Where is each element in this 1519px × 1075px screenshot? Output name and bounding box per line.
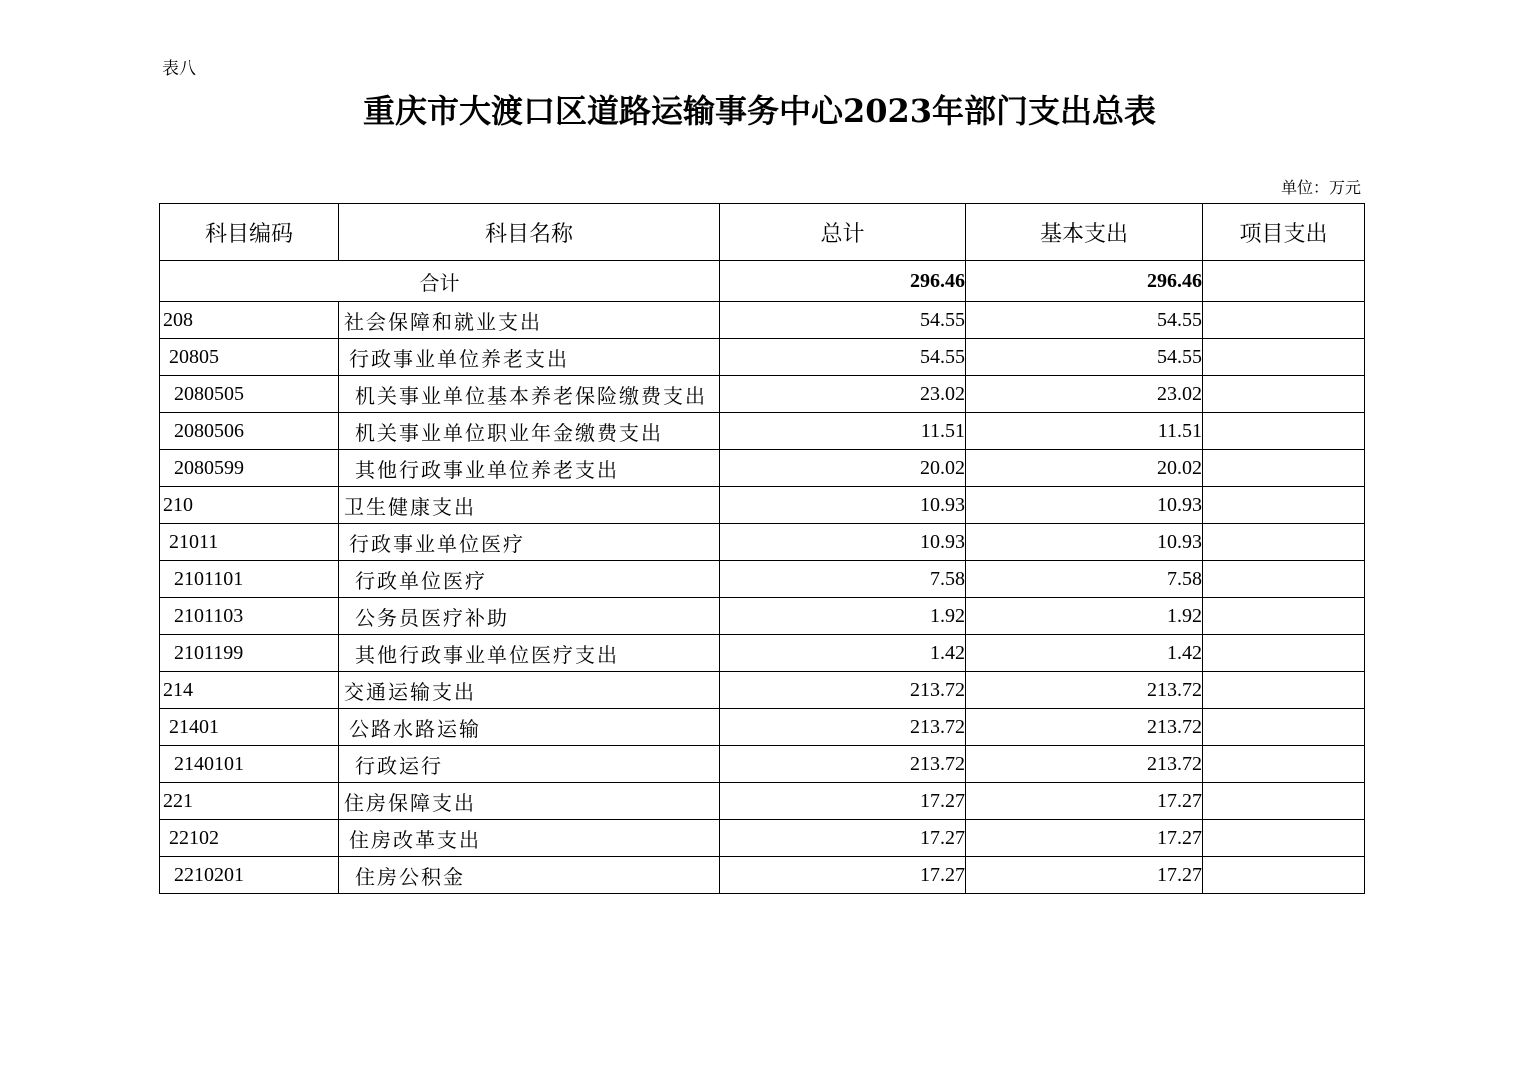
project-expenditure-cell: [1203, 524, 1365, 561]
subject-name-cell: 其他行政事业单位医疗支出: [339, 635, 720, 672]
subject-code-cell: 21011: [160, 524, 339, 561]
subject-code-cell: 2080505: [160, 376, 339, 413]
subject-code-cell: 20805: [160, 339, 339, 376]
table-row: [160, 820, 1365, 857]
basic-expenditure-cell: 23.02: [966, 376, 1203, 413]
subject-name-cell: 行政事业单位医疗: [339, 524, 720, 561]
basic-expenditure-cell: 213.72: [966, 746, 1203, 783]
subject-name-cell: 行政单位医疗: [339, 561, 720, 598]
subject-code-cell: 2140101: [160, 746, 339, 783]
page-title: 重庆市大渡口区道路运输事务中心2023年部门支出总表: [362, 92, 1157, 130]
project-expenditure-cell: [1203, 783, 1365, 820]
total-cell: 17.27: [720, 857, 966, 894]
table-row: [160, 302, 1365, 339]
table-header-row: [160, 204, 1365, 261]
header-basic-expenditure: 基本支出: [966, 204, 1203, 261]
total-cell: 10.93: [720, 524, 966, 561]
project-expenditure-cell: [1203, 598, 1365, 635]
subject-name-cell: 交通运输支出: [339, 672, 720, 709]
total-cell: 10.93: [720, 487, 966, 524]
basic-expenditure-cell: 213.72: [966, 709, 1203, 746]
total-project-amount: [1203, 261, 1365, 302]
basic-expenditure-cell: 17.27: [966, 783, 1203, 820]
total-cell: 213.72: [720, 709, 966, 746]
basic-expenditure-cell: 17.27: [966, 857, 1203, 894]
table-row: [160, 598, 1365, 635]
table-row: [160, 376, 1365, 413]
table-row: [160, 635, 1365, 672]
subject-code-cell: 2080506: [160, 413, 339, 450]
table-row: [160, 524, 1365, 561]
subject-code-cell: 22102: [160, 820, 339, 857]
subject-code-cell: 2101101: [160, 561, 339, 598]
subject-name-cell: 机关事业单位职业年金缴费支出: [339, 413, 720, 450]
header-subject-code: 科目编码: [160, 204, 339, 261]
total-cell: 54.55: [720, 339, 966, 376]
total-cell: 1.92: [720, 598, 966, 635]
subject-name-cell: 其他行政事业单位养老支出: [339, 450, 720, 487]
subject-code-cell: 210: [160, 487, 339, 524]
project-expenditure-cell: [1203, 561, 1365, 598]
total-basic-amount: 296.46: [966, 261, 1203, 302]
subject-name-cell: 社会保障和就业支出: [339, 302, 720, 339]
expenditure-table: [159, 203, 1365, 894]
table-row: [160, 450, 1365, 487]
project-expenditure-cell: [1203, 450, 1365, 487]
project-expenditure-cell: [1203, 635, 1365, 672]
project-expenditure-cell: [1203, 413, 1365, 450]
total-cell: 20.02: [720, 450, 966, 487]
header-project-expenditure: 项目支出: [1203, 204, 1365, 261]
subject-name-cell: 行政事业单位养老支出: [339, 339, 720, 376]
table-row: [160, 561, 1365, 598]
table-row: [160, 487, 1365, 524]
project-expenditure-cell: [1203, 709, 1365, 746]
total-cell: 7.58: [720, 561, 966, 598]
project-expenditure-cell: [1203, 746, 1365, 783]
project-expenditure-cell: [1203, 302, 1365, 339]
subject-code-cell: 208: [160, 302, 339, 339]
total-cell: 54.55: [720, 302, 966, 339]
total-cell: 1.42: [720, 635, 966, 672]
total-label: 合计: [160, 261, 720, 302]
total-cell: 23.02: [720, 376, 966, 413]
total-cell: 213.72: [720, 672, 966, 709]
basic-expenditure-cell: 10.93: [966, 524, 1203, 561]
subject-name-cell: 公路水路运输: [339, 709, 720, 746]
basic-expenditure-cell: 213.72: [966, 672, 1203, 709]
project-expenditure-cell: [1203, 487, 1365, 524]
basic-expenditure-cell: 17.27: [966, 820, 1203, 857]
subject-name-cell: 公务员医疗补助: [339, 598, 720, 635]
basic-expenditure-cell: 10.93: [966, 487, 1203, 524]
table-row: [160, 746, 1365, 783]
basic-expenditure-cell: 1.92: [966, 598, 1203, 635]
project-expenditure-cell: [1203, 339, 1365, 376]
subject-name-cell: 住房保障支出: [339, 783, 720, 820]
subject-code-cell: 21401: [160, 709, 339, 746]
total-cell: 213.72: [720, 746, 966, 783]
basic-expenditure-cell: 11.51: [966, 413, 1203, 450]
unit-label: 单位：万元: [1280, 178, 1361, 197]
total-cell: 17.27: [720, 783, 966, 820]
table-row: [160, 339, 1365, 376]
table-number-label: 表八: [162, 59, 196, 79]
project-expenditure-cell: [1203, 672, 1365, 709]
subject-code-cell: 221: [160, 783, 339, 820]
table-row: [160, 672, 1365, 709]
subject-name-cell: 住房改革支出: [339, 820, 720, 857]
subject-name-cell: 卫生健康支出: [339, 487, 720, 524]
basic-expenditure-cell: 7.58: [966, 561, 1203, 598]
total-amount: 296.46: [720, 261, 966, 302]
table-row: [160, 857, 1365, 894]
header-total: 总计: [720, 204, 966, 261]
table-row: [160, 413, 1365, 450]
subject-code-cell: 2101103: [160, 598, 339, 635]
total-cell: 11.51: [720, 413, 966, 450]
header-subject-name: 科目名称: [339, 204, 720, 261]
basic-expenditure-cell: 1.42: [966, 635, 1203, 672]
table-row: [160, 709, 1365, 746]
total-row: [160, 261, 1365, 302]
table-row: [160, 783, 1365, 820]
subject-name-cell: 行政运行: [339, 746, 720, 783]
subject-code-cell: 2101199: [160, 635, 339, 672]
subject-code-cell: 214: [160, 672, 339, 709]
subject-name-cell: 住房公积金: [339, 857, 720, 894]
project-expenditure-cell: [1203, 820, 1365, 857]
total-cell: 17.27: [720, 820, 966, 857]
basic-expenditure-cell: 54.55: [966, 339, 1203, 376]
basic-expenditure-cell: 54.55: [966, 302, 1203, 339]
subject-name-cell: 机关事业单位基本养老保险缴费支出: [339, 376, 720, 413]
project-expenditure-cell: [1203, 376, 1365, 413]
basic-expenditure-cell: 20.02: [966, 450, 1203, 487]
subject-code-cell: 2210201: [160, 857, 339, 894]
subject-code-cell: 2080599: [160, 450, 339, 487]
project-expenditure-cell: [1203, 857, 1365, 894]
